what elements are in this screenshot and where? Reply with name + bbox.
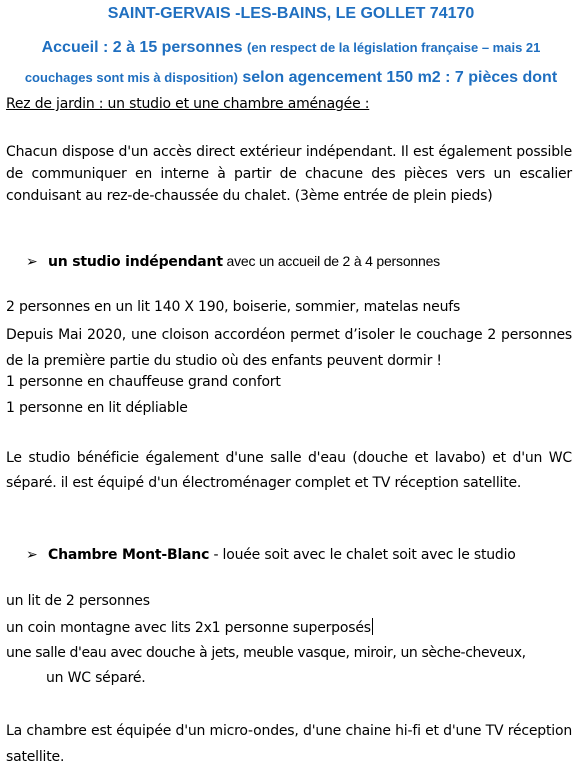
bullet-chambre bbox=[26, 546, 516, 564]
document-title: SAINT-GERVAIS -LES-BAINS, LE GOLLET 74170 bbox=[107, 5, 475, 22]
text-cursor bbox=[372, 618, 373, 635]
accueil-main: Accueil : 2 à 15 personnes bbox=[41, 39, 243, 56]
chambre-line-coin-montagne-text: un coin montagne avec lits 2x1 personne superposés bbox=[6, 620, 371, 636]
arrow-bullet-icon: ➢ bbox=[26, 546, 38, 562]
studio-line-lit-depliable: 1 personne en lit dépliable bbox=[6, 400, 188, 416]
accueil-paragraph bbox=[6, 33, 576, 93]
studio-line-partition: Depuis Mai 2020, une cloison accordéon permet d’isoler le couchage 2 personnes de la première partie du studio où des enfants peuvent dormir ! bbox=[6, 327, 572, 369]
arrow-bullet-icon: ➢ bbox=[26, 253, 38, 269]
accueil-parenthetical: (en respect de la législation française – mais 21 couchages sont mis à disposition) bbox=[24, 40, 541, 85]
chambre-rental: - louée soit avec le chalet soit avec le studio bbox=[209, 547, 516, 563]
accueil-tail: selon agencement 150 m2 : 7 pièces dont bbox=[242, 69, 558, 86]
chambre-line-lit: un lit de 2 personnes bbox=[6, 593, 150, 609]
bullet-studio bbox=[26, 253, 440, 271]
intro-paragraph: Chacun dispose d'un accès direct extérieur indépendant. Il est également possible de communiquer en interne à partir de chacune des pièces vers un escalier conduisant au rez-de-chaussée du chalet. (3ème entrée de plein pieds) bbox=[6, 144, 572, 204]
chambre-title: Chambre Mont-Blanc bbox=[48, 547, 210, 563]
section-heading: Rez de jardin : un studio et une chambre aménagée : bbox=[6, 96, 370, 112]
chambre-line-wc: un WC séparé. bbox=[46, 670, 146, 686]
studio-line-bed: 2 personnes en un lit 140 X 190, boiserie, sommier, matelas neufs bbox=[6, 299, 461, 315]
studio-line-chauffeuse: 1 personne en chauffeuse grand confort bbox=[6, 374, 281, 390]
studio-title: un studio indépendant bbox=[48, 254, 223, 270]
chambre-line-salle-eau: une salle d'eau avec douche à jets, meuble vasque, miroir, un sèche-cheveux, bbox=[6, 645, 526, 661]
chambre-description: La chambre est équipée d'un micro-ondes, d'une chaine hi-fi et d'une TV réception satellite. bbox=[6, 723, 572, 765]
studio-description: Le studio bénéficie également d'une salle d'eau (douche et lavabo) et d'un WC séparé. il est équipé d'un électroménager complet et TV réception satellite. bbox=[6, 450, 572, 491]
studio-capacity: avec un accueil de 2 à 4 personnes bbox=[222, 253, 440, 269]
chambre-line-coin-montagne bbox=[6, 618, 373, 636]
